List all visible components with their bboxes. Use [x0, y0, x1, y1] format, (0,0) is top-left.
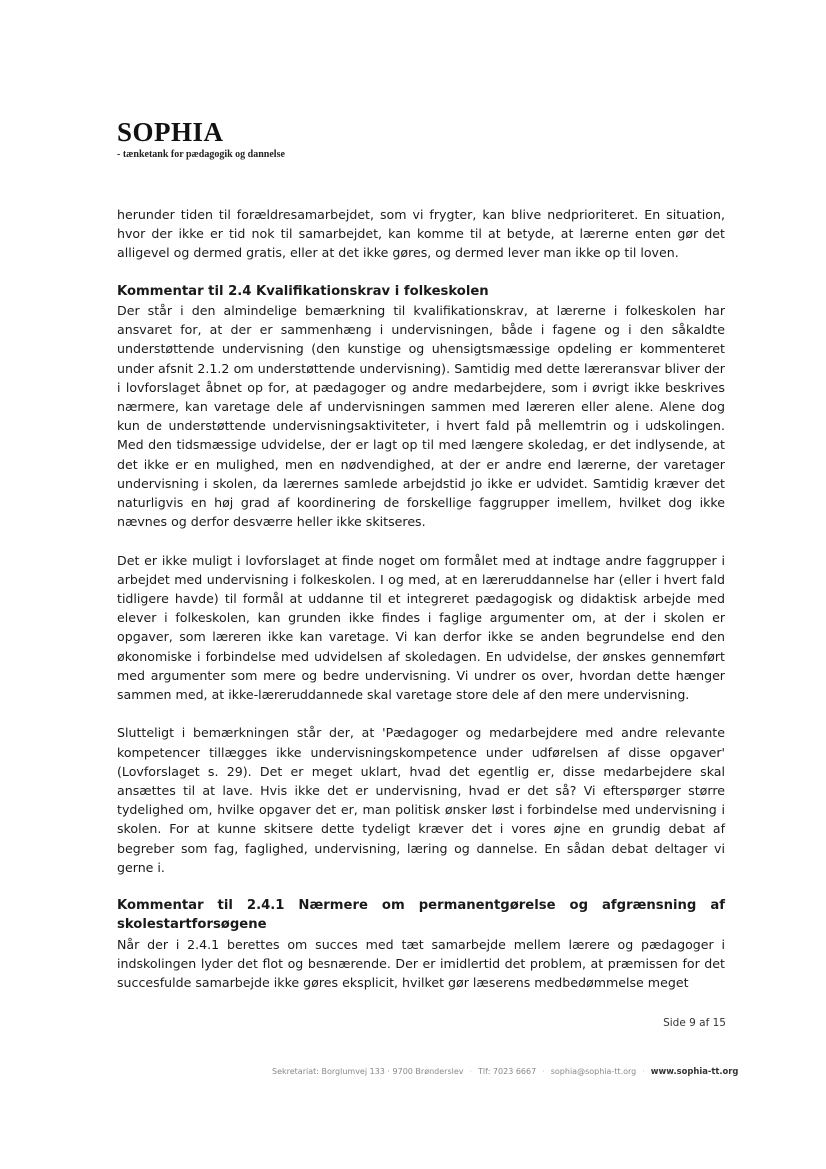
- organization-tagline: - tænketank for pædagogik og dannelse: [117, 149, 285, 160]
- logo: [117, 117, 285, 160]
- section-heading: Kommentar til 2.4.1 Nærmere om permanentgørelse og afgrænsning af skolestartforsøgene: [117, 898, 725, 933]
- paragraph: Der står i den almindelige bemærkning til kvalifikationskrav, at lærerne i folkeskolen har ansvaret for, at der er sammenhæng i undervisningen, både i fagene og i den såkaldte understøttende undervisning (den kunstige og uhensigtsmæssige opdeling er kommenteret under afsnit 2.1.2 om understøttende undervisning). Samtidig med dette læreransvar bliver der i lovforslaget åbnet op for, at pædagoger og andre medarbejdere, som i øvrigt ikke beskrives nærmere, kan varetage dele af undervisningen sammen med læreren eller alene. Alene dog kun de understøttende undervisningsaktiviteter, i hvert fald på mellemtrin og i udskolingen. Med den tidsmæssige udvidelse, der er lagt op til med længere skoledag, er det indlysende, at det ikke er en mulighed, men en nødvendighed, at der er andre end lærerne, der varetager undervisning i skolen, da lærernes samlede arbejdstid jo ikke er udvidet. Samtidig kræver det naturligvis en høj grad af koordinering de forskellige faggrupper imellem, hvilket dog ikke nævnes og derfor desværre heller ikke skitseres.: [117, 303, 725, 530]
- section-heading: Kommentar til 2.4 Kvalifikationskrav i folkeskolen: [117, 283, 489, 299]
- paragraph: Slutteligt i bemærkningen står der, at 'Pædagoger og medarbejdere med andre relevante kompetencer tillægges ikke undervisningskompetence under udførelsen af disse opgaver' (Lovforslaget s. 29). Det er meget uklart, hvad det egentlig er, disse medarbejdere skal ansættes til at lave. Hvis ikke det er undervisning, hvad er det så? Vi efterspørger større tydelighed om, hvilke opgaver det er, man politisk ønsker løst i forbindelse med undervisning i skolen. For at kunne skitsere dette tydeligt kræver det i vores øjne en grundig debat af begreber som fag, faglighed, undervisning, læring og dannelse. En sådan debat deltager vi gerne i.: [117, 725, 725, 875]
- footer-contact: Sekretariat: Borglumvej 133 · 9700 Brønderslev · Tlf: 7023 6667 · sophia@sophia-tt.org · www.sophia-tt.org: [272, 1066, 739, 1076]
- paragraph: herunder tiden til forældresamarbejdet, som vi frygter, kan blive nedprioriteret. En situation, hvor der ikke er tid nok til samarbejdet, kan komme til at betyde, at lærerne enten gør det alligevel og dermed gratis, eller at det ikke gøres, og dermed lever man ikke op til loven.: [117, 207, 725, 261]
- page-number: Side 9 af 15: [663, 1017, 726, 1029]
- paragraph: Når der i 2.4.1 berettes om succes med tæt samarbejde mellem lærere og pædagoger i indskolingen lyder det flot og besnærende. Der er imidlertid det problem, at præmissen for det succesfulde samarbejde ikke gøres eksplicit, hvilket gør læserens medbedømmelse meget: [117, 936, 725, 991]
- footer-phone: Tlf: 7023 6667: [478, 1067, 537, 1076]
- organization-name: SOPHIA: [117, 117, 224, 147]
- footer-website[interactable]: www.sophia-tt.org: [650, 1066, 739, 1076]
- footer-email[interactable]: sophia@sophia-tt.org: [550, 1067, 637, 1076]
- document-body: [117, 205, 725, 1011]
- footer-address: Sekretariat: Borglumvej 133 · 9700 Brønderslev: [272, 1067, 464, 1076]
- paragraph: Det er ikke muligt i lovforslaget at finde noget om formålet med at indtage andre faggrupper i arbejdet med undervisning i folkeskolen. I og med, at en læreruddannelse har (eller i hvert fald tidligere havde) til formål at uddanne til et integreret pædagogisk og didaktisk arbejde med elever i folkeskolen, kan grunden ikke findes i faglige argumenter om, at der i skolen er opgaver, som læreren ikke kan varetage. Vi kan derfor ikke se anden begrundelse end den økonomiske i forbindelse med udvidelsen af skoledagen. En udvidelse, der ønskes gennemført med argumenter som mere og bedre undervisning. Vi undrer os over, hvordan dette hænger sammen med, at ikke-læreruddannede skal varetage store dele af den mere undervisning.: [117, 552, 725, 703]
